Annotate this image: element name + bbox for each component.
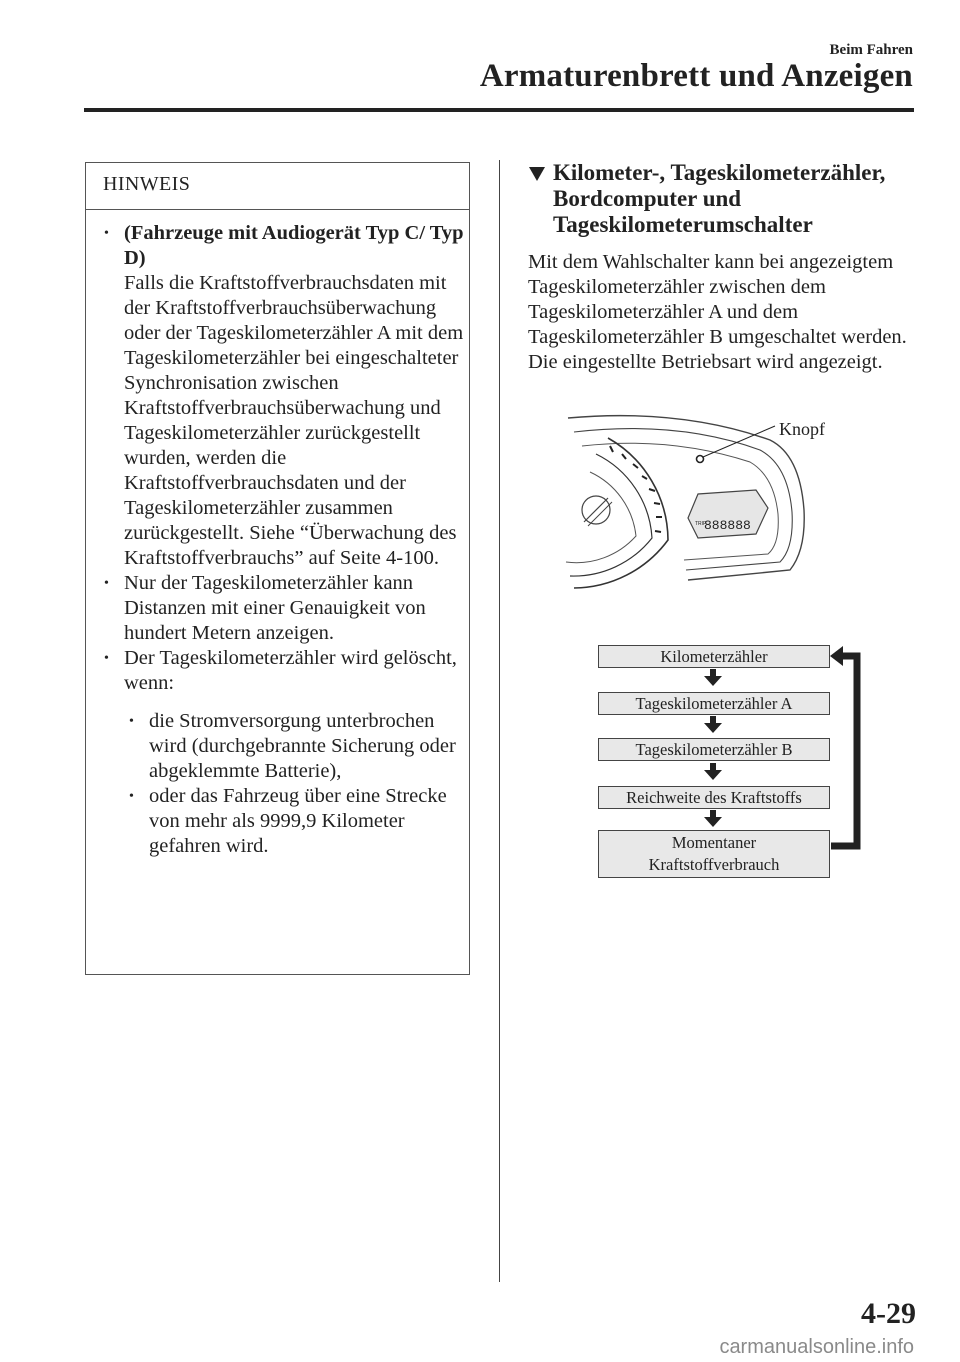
note-title: HINWEIS: [103, 173, 191, 195]
flow-step-range: Reichweite des Kraftstoffs: [598, 786, 830, 809]
header-rule: [84, 108, 914, 112]
instrument-cluster-illustration: [560, 410, 820, 610]
flow-step-consumption: [598, 830, 830, 878]
down-arrow-icon: [703, 716, 723, 734]
note-separator: [86, 209, 469, 210]
down-arrow-icon: [703, 669, 723, 687]
down-arrow-icon: [703, 810, 723, 828]
note-item-audio-label: • (Fahrzeuge mit Audiogerät Typ C/ Typ D): [124, 222, 464, 269]
note-item-reset: • Der Tageskilometerzähler wird gelöscht, wenn:: [101, 646, 465, 696]
flow-step-consumption-line1: Momentaner: [671, 833, 757, 852]
note-subitem-power: • die Stromversorgung unterbrochen wird (durchgebrannte Sicherung oder abgeklemmte Batterie),: [126, 709, 465, 784]
section-intro: Mit dem Wahlschalter kann bei angezeigtem Tageskilometerzähler zwischen dem Tageskilometerzähler A und dem Tageskilometerzähler B umgeschaltet werden. Die eingestellte Betriebsart wird angezeigt.: [528, 251, 907, 373]
display-digits: 888888: [704, 518, 751, 533]
flow-step-trip-b: Tageskilometerzähler B: [598, 738, 830, 761]
note-box: [85, 162, 470, 975]
flow-step-odometer: Kilometerzähler: [598, 645, 830, 668]
triangle-bullet-icon: [528, 166, 546, 182]
display-trip-label: TRIP: [695, 521, 707, 527]
note-sublist: [101, 709, 465, 859]
note-body: [101, 221, 465, 859]
chapter-label: Beim Fahren: [829, 42, 913, 58]
section-heading-text: Kilometer-, Tageskilometerzähler, Bordcomputer und Tageskilometerumschalter: [553, 160, 886, 237]
page-title: Armaturenbrett und Anzeigen: [479, 58, 913, 94]
note-item-precision: • Nur der Tageskilometerzähler kann Distanzen mit einer Genauigkeit von hundert Metern anzeigen.: [101, 571, 465, 646]
page-number: 4-29: [861, 1297, 916, 1330]
column-divider: [499, 160, 500, 1282]
flow-step-consumption-line2: Kraftstoffverbrauch: [648, 855, 780, 874]
note-item-audio: [101, 221, 465, 571]
note-subitem-distance: • oder das Fahrzeug über eine Strecke von mehr als 9999,9 Kilometer gefahren wird.: [126, 784, 465, 859]
knob-label: Knopf: [779, 419, 825, 439]
loop-back-arrow-icon: [830, 645, 864, 851]
knob-icon: [697, 456, 704, 463]
section-heading: [528, 160, 918, 238]
flow-step-trip-a: Tageskilometerzähler A: [598, 692, 830, 715]
watermark: carmanualsonline.info: [719, 1336, 914, 1358]
note-item-audio-text: Falls die Kraftstoffverbrauchsdaten mit der Kraftstoffverbrauchsüberwachung oder der Tageskilometerzähler A mit dem Tageskilometerzähler bei eingeschalteter Synchronisation zwischen Kraftstoffverbrauchsüberwachung und Tageskilometerzähler zurückgestellt wurden, werden die Kraftstoffverbrauchsdaten und der Tageskilometerzähler zusammen zurückgestellt. Siehe “Überwachung des Kraftstoffverbrauchs” auf Seite 4-100.: [124, 272, 464, 569]
down-arrow-icon: [703, 763, 723, 781]
